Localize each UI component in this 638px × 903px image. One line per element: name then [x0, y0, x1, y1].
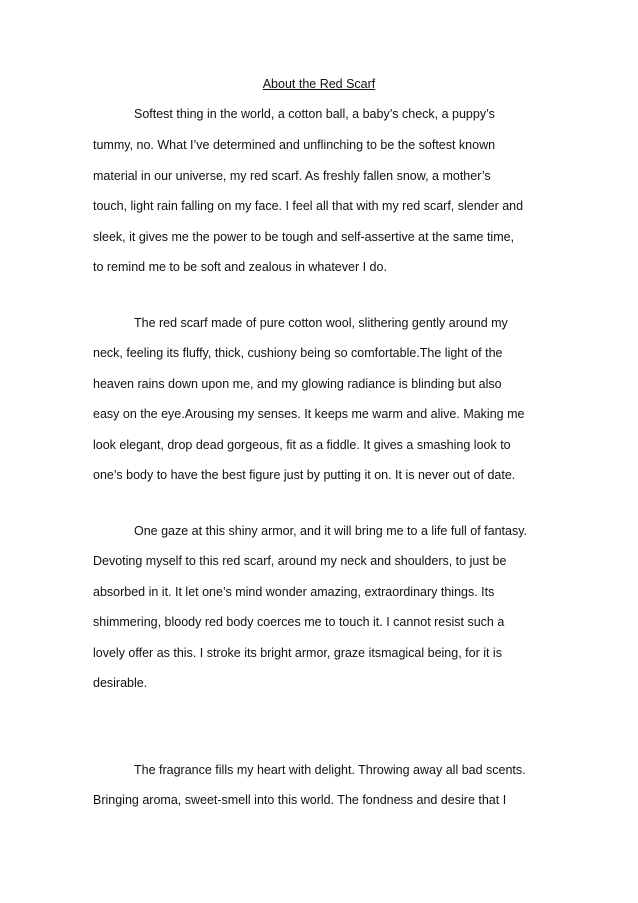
- paragraph-3-line-6: desirable.: [93, 676, 148, 690]
- paragraph-1-line-5: sleek, it gives me the power to be tough and self-assertive at the same time,: [93, 230, 515, 244]
- paragraph-3-line-4: shimmering, bloody red body coerces me to touch it. I cannot resist such a: [93, 615, 505, 629]
- paragraph-3-line-2: Devoting myself to this red scarf, around my neck and shoulders, to just be: [93, 554, 507, 568]
- paragraph-1-line-4: touch, light rain falling on my face. I feel all that with my red scarf, slender and: [93, 199, 524, 213]
- paragraph-4-line-1: The fragrance fills my heart with delight. Throwing away all bad scents.: [134, 763, 526, 777]
- paragraph-1-line-3: material in our universe, my red scarf. As freshly fallen snow, a mother’s: [93, 169, 491, 183]
- paragraph-2-line-1: The red scarf made of pure cotton wool, slithering gently around my: [134, 316, 508, 330]
- paragraph-2-line-6: one’s body to have the best figure just by putting it on. It is never out of date.: [93, 468, 516, 482]
- paragraph-2-line-3: heaven rains down upon me, and my glowing radiance is blinding but also: [93, 377, 502, 391]
- paragraph-2-line-2: neck, feeling its fluffy, thick, cushiony being so comfortable.The light of the: [93, 346, 503, 360]
- paragraph-3-line-3: absorbed in it. It let one’s mind wonder amazing, extraordinary things. Its: [93, 585, 495, 599]
- paragraph-2-line-4: easy on the eye.Arousing my senses. It keeps me warm and alive. Making me: [93, 407, 525, 421]
- paragraph-1-line-1: Softest thing in the world, a cotton ball, a baby’s check, a puppy’s: [134, 107, 495, 121]
- paragraph-2-line-5: look elegant, drop dead gorgeous, fit as a fiddle. It gives a smashing look to: [93, 438, 511, 452]
- paragraph-3-line-1: One gaze at this shiny armor, and it will bring me to a life full of fantasy.: [134, 524, 528, 538]
- paragraph-1-line-2: tummy, no. What I’ve determined and unflinching to be the softest known: [93, 138, 496, 152]
- paragraph-1-line-6: to remind me to be soft and zealous in whatever I do.: [93, 260, 387, 274]
- paragraph-3-line-5: lovely offer as this. I stroke its bright armor, graze itsmagical being, for it is: [93, 646, 502, 660]
- paragraph-4-line-2: Bringing aroma, sweet-smell into this world. The fondness and desire that I: [93, 793, 507, 807]
- document-title: About the Red Scarf: [262, 77, 376, 91]
